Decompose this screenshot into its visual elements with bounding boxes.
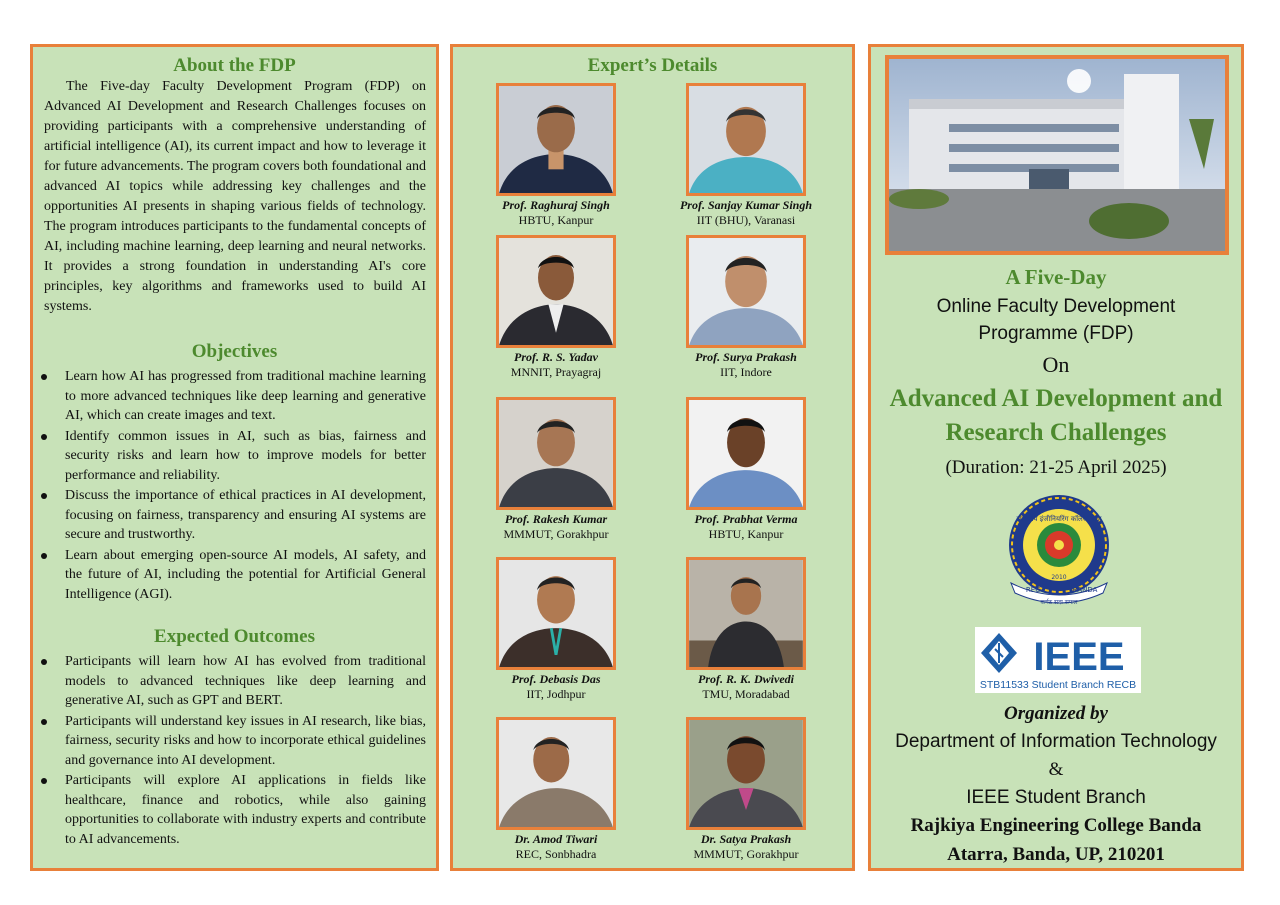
expert-card: Prof. R. K. Dwivedi TMU, Moradabad bbox=[651, 557, 841, 701]
org-branch: IEEE Student Branch bbox=[966, 787, 1146, 808]
list-item: Discuss the importance of ethical practices in AI development, focusing on fairness, transparency and ensuring AI systems are secure and trustworthy. bbox=[33, 486, 436, 545]
bullet-icon bbox=[41, 659, 47, 665]
about-panel bbox=[30, 44, 439, 871]
ieee-sub: STB11533 Student Branch RECB bbox=[979, 679, 1137, 691]
bullet-icon bbox=[41, 778, 47, 784]
outcomes-title: Expected Outcomes bbox=[154, 626, 315, 647]
list-item: Participants will learn how AI has evolved from traditional models to advanced techniques like deep learning and generative AI, such as GPT and BERT. bbox=[33, 652, 436, 711]
rec-logo-year: 2010 bbox=[1051, 574, 1067, 581]
rec-logo-motto: कर्मठ सदा सफल bbox=[1040, 599, 1078, 606]
expert-card: Prof. Raghuraj Singh HBTU, Kanpur bbox=[461, 83, 651, 227]
event-title: Advanced AI Development and Research Challenges bbox=[889, 385, 1223, 446]
list-item: Participants will explore AI applications in fields like healthcare, finance and robotics, while also gaining opportunities to collaborate with industry experts and contribute to AI advancements. bbox=[33, 771, 436, 849]
expert-card: Dr. Satya Prakash MMMUT, Gorakhpur bbox=[651, 717, 841, 861]
list-item: Learn about emerging open-source AI models, AI safety, and the future of AI, including the potential for Artificial General Intelligence (AGI). bbox=[33, 546, 436, 605]
about-title: About the FDP bbox=[173, 55, 296, 76]
rec-logo-left: REC bbox=[1025, 586, 1041, 594]
expert-photo bbox=[686, 235, 806, 348]
list-item: Participants will understand key issues in AI research, like bias, fairness, security risks and how to incorporate ethical guidelines and governance into AI development. bbox=[33, 712, 436, 771]
expert-card: Prof. Prabhat Verma HBTU, Kanpur bbox=[651, 397, 841, 541]
experts-title: Expert’s Details bbox=[587, 55, 718, 76]
expert-photo bbox=[686, 717, 806, 830]
list-item: Identify common issues in AI, such as bias, fairness and security risks and learn how to improve models for better performance and reliability. bbox=[33, 427, 436, 486]
event-duration: (Duration: 21-25 April 2025) bbox=[945, 457, 1167, 478]
organized-by: Organized by bbox=[1004, 703, 1108, 724]
experts-panel bbox=[450, 44, 855, 871]
event-panel bbox=[868, 44, 1244, 871]
bullet-icon bbox=[41, 553, 47, 559]
expert-photo bbox=[686, 83, 806, 196]
expert-card: Prof. Surya Prakash IIT, Indore bbox=[651, 235, 841, 379]
expert-photo bbox=[496, 235, 616, 348]
expert-photo bbox=[496, 397, 616, 510]
org-college: Rajkiya Engineering College Banda bbox=[910, 815, 1202, 836]
expert-card: Prof. Rakesh Kumar MMMUT, Gorakhpur bbox=[461, 397, 651, 541]
bullet-icon bbox=[41, 374, 47, 380]
expert-card: Prof. Sanjay Kumar Singh IIT (BHU), Varanasi bbox=[651, 83, 841, 227]
event-line3: Programme (FDP) bbox=[978, 323, 1134, 344]
expert-card: Prof. R. S. Yadav MNNIT, Prayagraj bbox=[461, 235, 651, 379]
expert-card: Prof. Debasis Das IIT, Jodhpur bbox=[461, 557, 651, 701]
objectives-list bbox=[33, 367, 436, 604]
event-line4: On bbox=[1042, 352, 1070, 377]
campus-photo bbox=[885, 55, 1229, 255]
expert-photo bbox=[496, 717, 616, 830]
about-text: The Five-day Faculty Development Program (FDP) on Advanced AI Development and Research Challenges focuses on providing participants with a comprehensive understanding of artificial intelligence (AI), its current impact and how to leverage it for future advancements. The program covers both foundational and advanced AI topics while addressing key challenges and the opportunities AI presents in shaping various fields of technology. The program introduces participants to the fundamental concepts of AI, including machine learning, deep learning and neural networks. It provides a strong foundation in understanding AI's core principles, key algorithms and frameworks used to build AI systems. bbox=[44, 79, 426, 314]
expert-photo bbox=[686, 557, 806, 670]
expert-photo bbox=[496, 83, 616, 196]
rec-logo bbox=[999, 487, 1119, 607]
expert-card: Dr. Amod Tiwari REC, Sonbhadra bbox=[461, 717, 651, 861]
event-line2: Online Faculty Development bbox=[936, 296, 1176, 317]
bullet-icon bbox=[41, 493, 47, 499]
org-dept: Department of Information Technology bbox=[895, 731, 1217, 752]
org-address: Atarra, Banda, UP, 210201 bbox=[947, 844, 1165, 865]
org-amp: & bbox=[1048, 759, 1064, 780]
expert-photo bbox=[496, 557, 616, 670]
ieee-word: IEEE bbox=[1033, 635, 1125, 679]
bullet-icon bbox=[41, 434, 47, 440]
rec-logo-right: BANDA bbox=[1072, 586, 1098, 594]
bullet-icon bbox=[41, 719, 47, 725]
rec-logo-text: राजकीय इंजीनियरिंग कॉलेज बांदा bbox=[1016, 515, 1102, 523]
expert-photo bbox=[686, 397, 806, 510]
objectives-title: Objectives bbox=[191, 341, 278, 362]
event-line1: A Five-Day bbox=[1005, 265, 1107, 289]
ieee-logo bbox=[975, 627, 1141, 693]
outcomes-list bbox=[33, 652, 436, 849]
list-item: Learn how AI has progressed from traditional machine learning to more advanced techniques like deep learning and generative AI, which can create images and text. bbox=[33, 367, 436, 426]
